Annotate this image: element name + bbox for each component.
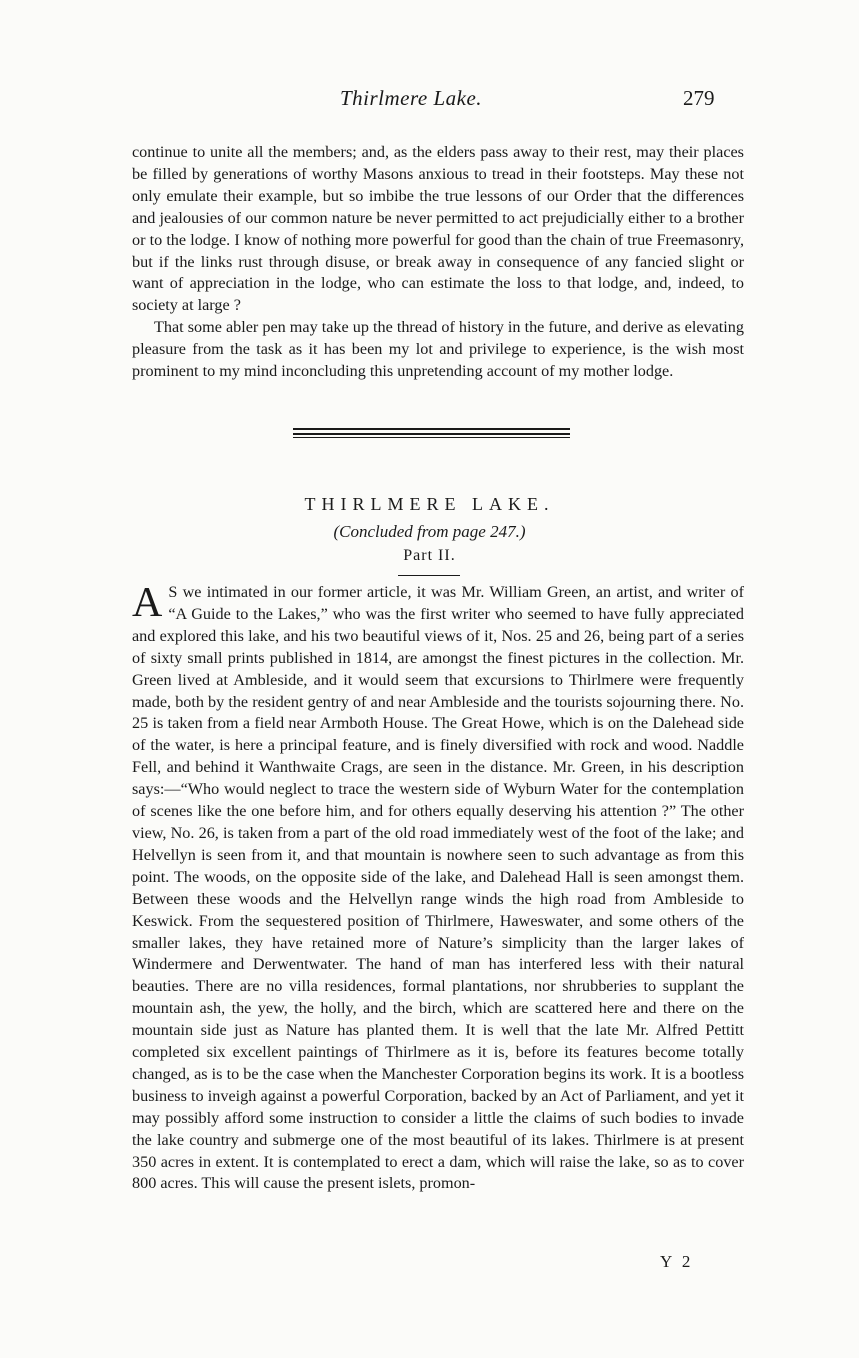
running-header — [0, 86, 859, 116]
article-part-label: Part II. — [403, 547, 456, 564]
paragraph: continue to unite all the members; and, as the elders pass away to their rest, may their places be filled by generations of worthy Masons anxious to tread in their footsteps. May these not only emulate their example, but so imbibe the true lessons of our Order that the differences and jealousies of our common nature be never permitted to act prejudicially either to a brother or to the lodge. I know of nothing more powerful for good than the chain of true Freemasonry, but if the links rust through disuse, or break away in consequence of any fancied slight or want of appreciation in the lodge, who can estimate the loss to that lodge, and, indeed, to society at large ? — [132, 143, 744, 315]
paragraph: That some abler pen may take up the thread of history in the future, and derive as elevating pleasure from the task as it has been my lot and privilege to experience, is the wish most prominent to my mind inconcluding this unpretending account of my mother lodge. — [132, 318, 744, 381]
article-paragraph — [132, 582, 744, 1195]
page-number: 279 — [683, 86, 715, 110]
article-body — [132, 582, 744, 1195]
article-paragraph-text: S we intimated in our former article, it was Mr. William Green, an artist, and writer of “A Guide to the Lakes,” who was the first writer who seemed to have fully appreciated and explored this lake, and his two beautiful views of it, Nos. 25 and 26, being part of a series of sixty small prints published in 1814, are amongst the finest pictures in the collection. Mr. Green lived at Ambleside, and it would seem that excursions to Thirlmere were frequently made, both by the resident gentry of and near Ambleside and the tourists sojourning there. No. 25 is taken from a field near Armboth House. The Great Howe, which is on the Dalehead side of the water, is here a principal feature, and is finely diversified with rock and wood. Naddle Fell, and behind it Wanthwaite Crags, are seen in the distance. Mr. Green, in his description says:—“Who would neglect to trace the western side of Wyburn Water for the contemplation of scenes like the one before him, and for others equally deserving his attention ?” The other view, No. 26, is taken from a part of the old road immediately west of the foot of the lake; and Helvellyn is seen from it, and that mountain is nowhere seen to such advantage as from this point. The woods, on the opposite side of the lake, and Dalehead Hall is seen amongst them. Between these woods and the Helvellyn range winds the high road from Ambleside to Keswick. From the sequestered position of Thirlmere, Haweswater, and some others of the smaller lakes, they have retained more of Nature’s simplicity than the larger lakes of Windermere and Derwentwater. The hand of man has interfered less with their natural beauties. There are no villa residences, formal plantations, nor shrubberies to supplant the mountain ash, the yew, the holly, and the birch, which are scattered here and there on the mountain side just as Nature has planted them. It is well that the late Mr. Alfred Pettitt completed six excellent paintings of Thirlmere as it is, before its features become totally changed, as is to be the case when the Manchester Corporation begins its work. It is a bootless business to inveigh against a powerful Corporation, backed by an Act of Parliament, and yet it may possibly afford some instruction to consider a little the claims of such bodies to invade the lake country and submerge one of the most beautiful of its lakes. Thirlmere is at present 350 acres in extent. It is contemplated to erect a dam, which will raise the lake, so as to cover 800 acres. This will cause the present islets, promon- — [132, 583, 744, 1193]
signature-mark: Y 2 — [660, 1252, 694, 1271]
section-divider — [293, 428, 570, 438]
drop-cap: A — [132, 580, 163, 626]
divider-line — [293, 437, 570, 438]
running-title: Thirlmere Lake. — [340, 86, 483, 110]
divider-line — [293, 433, 570, 435]
title-underline — [398, 575, 460, 576]
article-title: THIRLMERE LAKE. — [304, 494, 555, 514]
previous-article-conclusion — [132, 142, 744, 383]
article-subtitle: (Concluded from page 247.) — [333, 522, 526, 541]
divider-line — [293, 428, 570, 430]
